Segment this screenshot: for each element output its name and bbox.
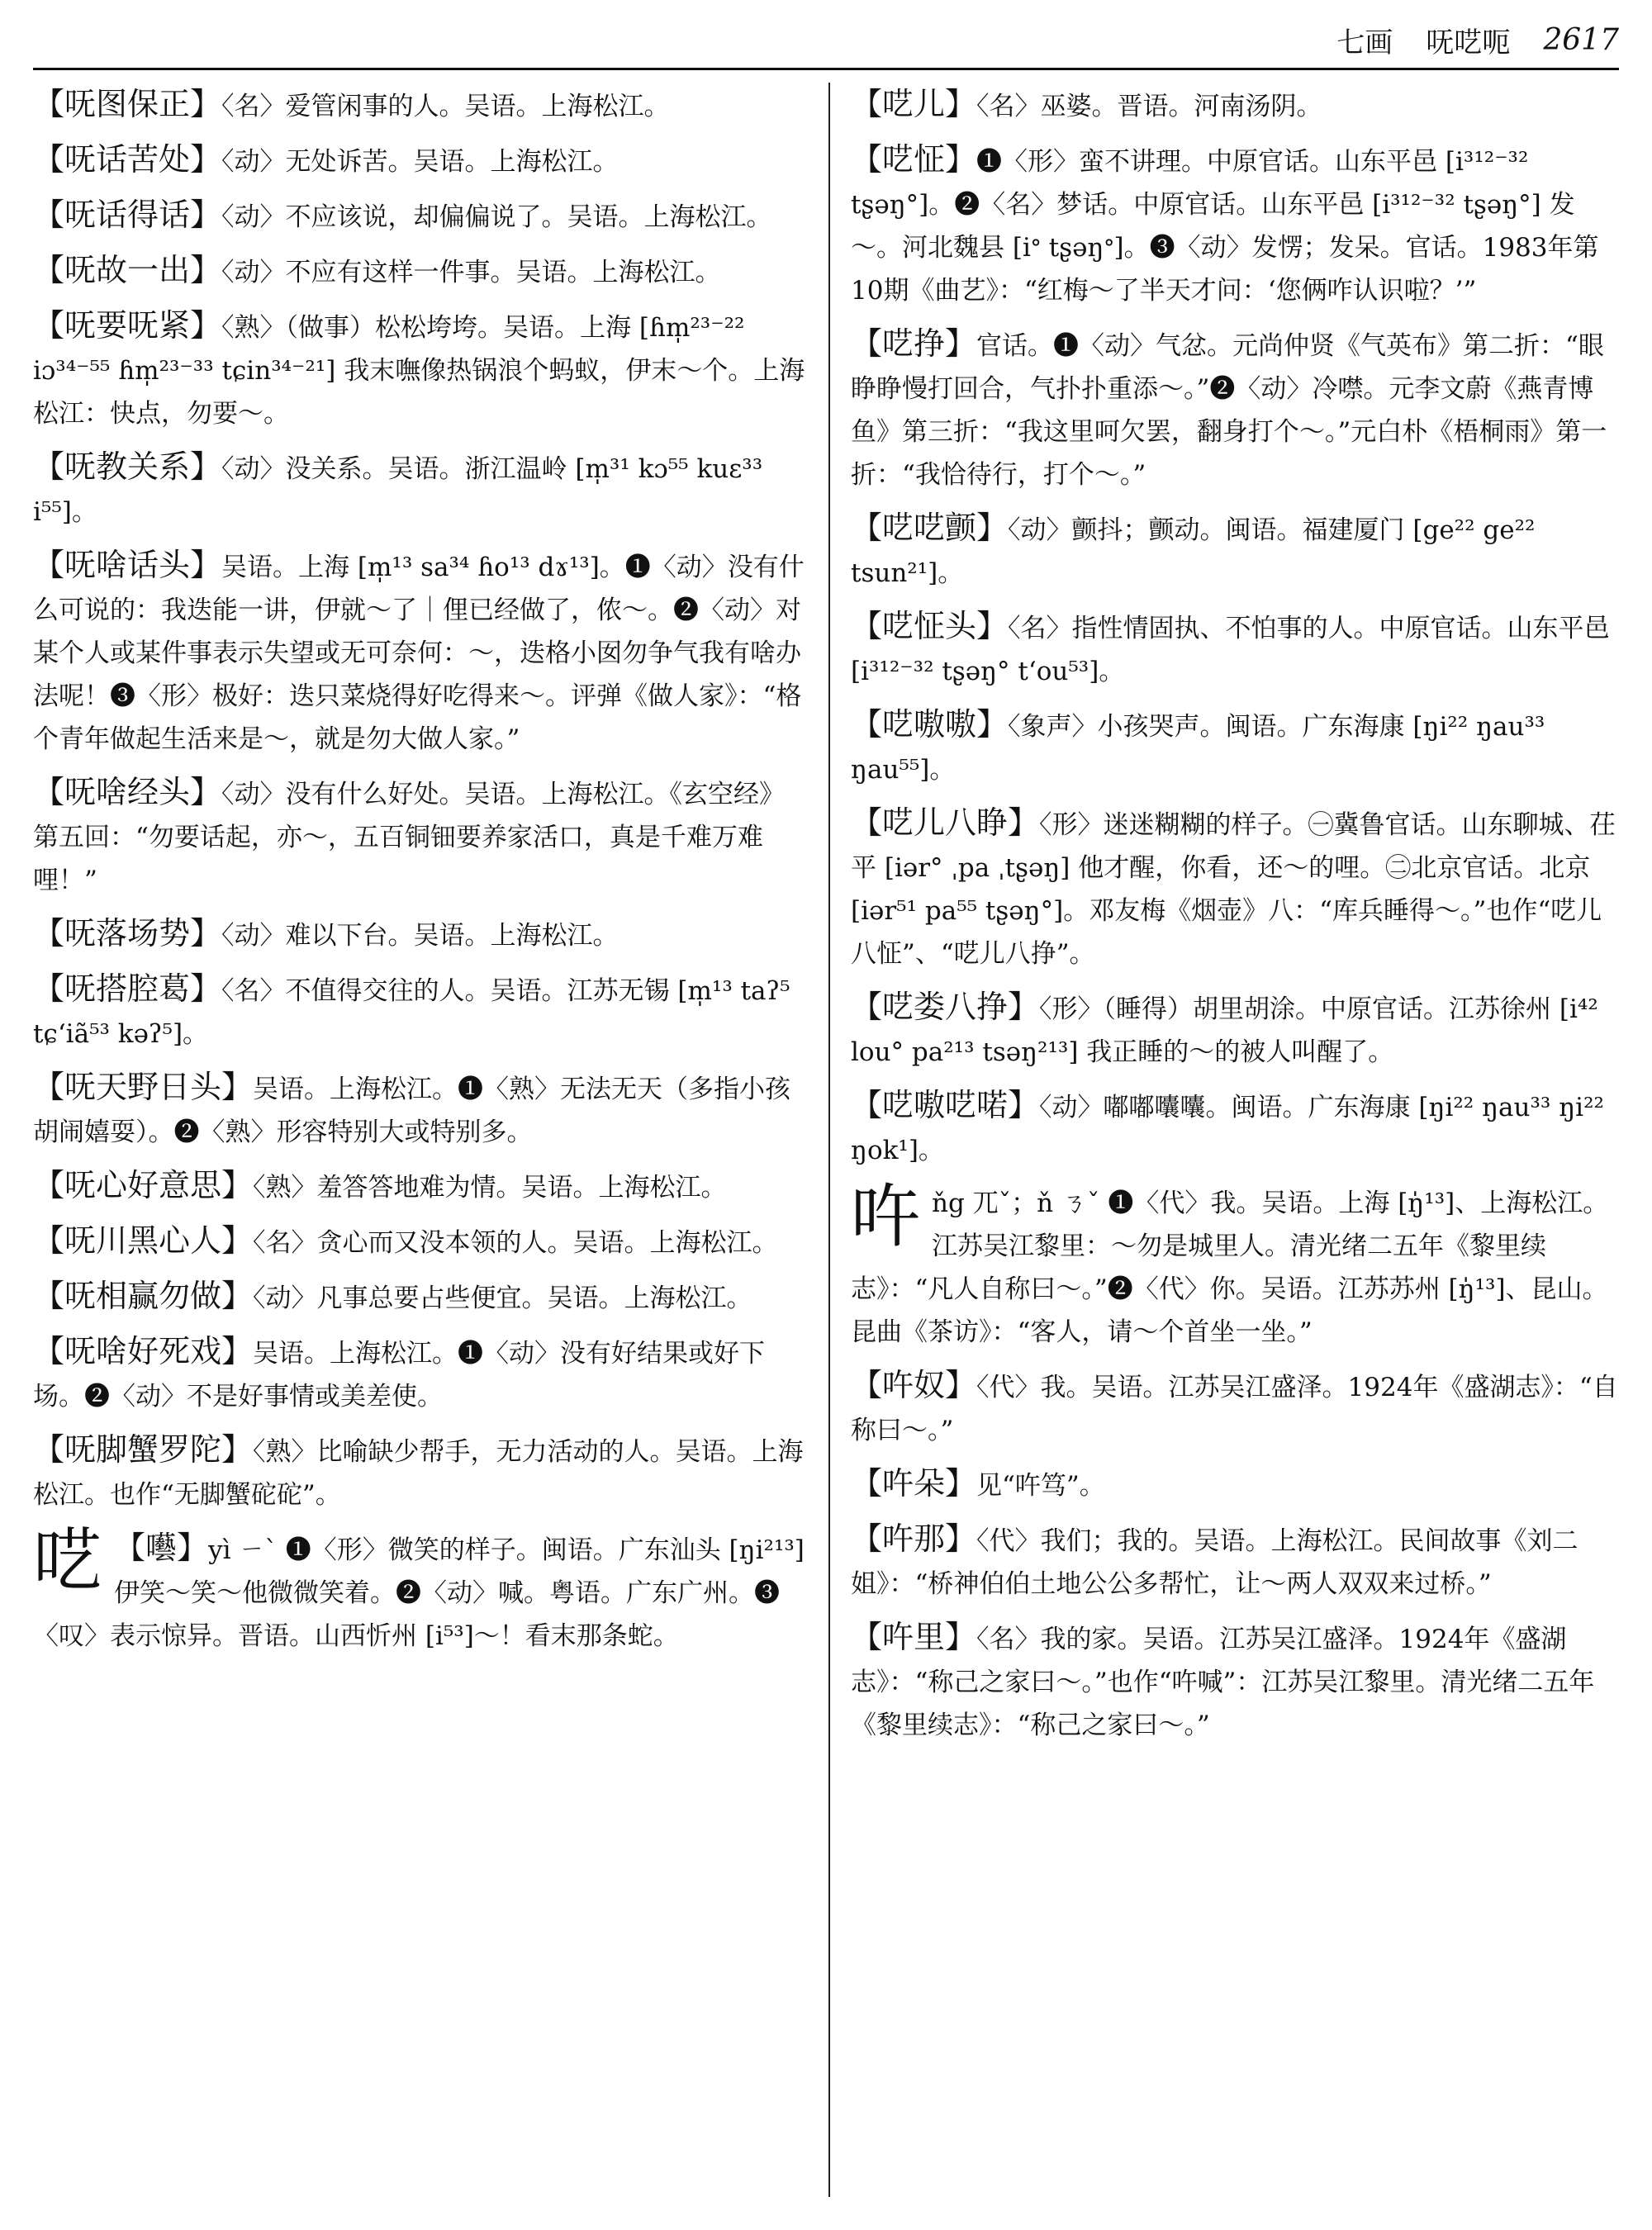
- entry-definition: 〈动〉难以下台。吴语。上海松江。: [221, 921, 619, 951]
- head-character: 吘: [851, 1176, 921, 1257]
- dictionary-entry: [851, 506, 1619, 595]
- entry-definition: 〈名〉巫婆。晋语。河南汤阴。: [976, 92, 1322, 121]
- entry-definition: 〈动〉颤抖；颤动。闽语。福建厦门 [ge²² ge²² tsun²¹]。: [851, 515, 1536, 588]
- dictionary-entry: [33, 771, 809, 902]
- entry-headword: 【 呓怔 】: [851, 141, 976, 178]
- entry-definition: 吴语。上海 [m̩¹³ sa³⁴ ɦo¹³ dɤ¹³]。❶〈动〉没有什么可说的：我迭能一讲，伊就～了｜俚已经做了，侬～。❷〈动〉对某个人或某件事表示失望或无可奈何：～，迭格小囡勿争气我有啥办法呢！❸〈形〉极好：迭只菜烧得好吃得来～。评弹《做人家》：“格个青年做起生活来是～，就是勿大做人家。”: [33, 553, 805, 754]
- entry-definition: 〈代〉我们；我的。吴语。上海松江。民间故事《刘二姐》：“桥神伯伯土地公公多帮忙，让～两人双双来过桥。”: [851, 1526, 1578, 1599]
- dictionary-entry: [851, 1462, 1619, 1507]
- entry-headword: 【 吘奴 】: [851, 1367, 976, 1403]
- entry-definition: 〈名〉贪心而又没本领的人。吴语。上海松江。: [253, 1228, 778, 1258]
- dictionary-entry: [851, 1616, 1619, 1747]
- entry-headword: 【 囈 】: [114, 1530, 208, 1566]
- entry-definition: 〈名〉指性情固执、不怕事的人。中原官话。山东平邑 [i³¹²⁻³² tʂəŋ° tʻou⁵³]。: [851, 614, 1610, 686]
- entry-headword: 【 吘朵 】: [851, 1465, 976, 1502]
- entry-headword: 【 呒要呒紧 】: [33, 307, 221, 344]
- entry-headword: 【 呒故一出 】: [33, 252, 221, 288]
- dictionary-entry: [33, 304, 809, 435]
- entry-headword: 【 吘那 】: [851, 1521, 976, 1557]
- entry-headword: 【 呒川黑心人 】: [33, 1222, 253, 1259]
- entry-headword: 【 呓嗷嗷 】: [851, 706, 1008, 743]
- entry-definition: 〈动〉不应该说，却偏偏说了。吴语。上海松江。: [221, 202, 772, 232]
- dictionary-entry: [851, 703, 1619, 791]
- entry-headword: 【 呓怔头 】: [851, 608, 1008, 644]
- entry-headword: 【 呓娄八挣 】: [851, 989, 1039, 1025]
- dictionary-entry: [33, 1164, 809, 1209]
- entry-headword: 【 呒话苦处 】: [33, 141, 221, 178]
- entry-definition: ňg ㄫˇ；ň ㄋˇ ❶〈代〉我。吴语。上海 [ŋ̍¹³]、上海松江。江苏吴江黎里：～勿是城里人。清光绪二五年《黎里续志》：“凡人自称曰～。”❷〈代〉你。吴语。江苏苏州 [ŋ̍¹³]、昆山。昆曲《茶访》：“客人，请～个首坐一坐。”: [851, 1189, 1609, 1347]
- entry-headword: 【 呒啥经头 】: [33, 774, 221, 810]
- dictionary-entry: [851, 605, 1619, 693]
- entry-headword: 【 呒图保正 】: [33, 86, 221, 122]
- page-header: [33, 15, 1619, 64]
- entry-definition: 吴语。上海松江。❶〈动〉没有好结果或好下场。❷〈动〉不是好事情或美差使。: [33, 1339, 766, 1412]
- entry-definition: 〈形〉迷迷糊糊的样子。㊀冀鲁官话。山东聊城、茌平 [iər° ˌpa ˌtʂəŋ] 他才醒，你看，还～的哩。㊁北京官话。北京 [iər⁵¹ pa⁵⁵ tʂəŋ°]。邓友梅《烟壶》八：“库兵睡得～。”也作“呓儿八怔”、“呓儿八挣”。: [851, 810, 1616, 969]
- dictionary-entry: [33, 1219, 809, 1264]
- dictionary-entry: [33, 1274, 809, 1320]
- dictionary-entry: [33, 967, 809, 1056]
- entry-definition: 〈动〉嘟嘟囔囔。闽语。广东海康 [ŋi²² ŋau³³ ŋi²² ŋok¹]。: [851, 1093, 1604, 1165]
- entry-headword: 【 吘里 】: [851, 1619, 976, 1655]
- entry-definition: 〈名〉不值得交往的人。吴语。江苏无锡 [m̩¹³ taʔ⁵ tɕʻiã⁵³ kəʔ⁵]。: [33, 976, 790, 1049]
- dictionary-entry: [33, 193, 809, 239]
- header-rule: [33, 68, 1619, 70]
- left-column: [33, 83, 809, 2197]
- entry-definition: 〈熟〉羞答答地难为情。吴语。上海松江。: [253, 1173, 727, 1203]
- entry-headword: 【 呒脚蟹罗陀 】: [33, 1431, 253, 1468]
- entry-headword: 【 呒啥话头 】: [33, 547, 221, 583]
- entry-definition: 〈动〉凡事总要占些便宜。吴语。上海松江。: [253, 1283, 752, 1313]
- dictionary-entry: [851, 138, 1619, 312]
- dictionary-entry: [33, 83, 809, 128]
- dictionary-entry: [851, 1517, 1619, 1606]
- entry-definition: 〈动〉无处诉苦。吴语。上海松江。: [221, 147, 619, 177]
- entry-definition: 〈动〉没有什么好处。吴语。上海松江。《玄空经》第五回：“勿要话起，亦～，五百铜钿要养家活口，真是千难万难哩！”: [33, 780, 786, 895]
- entry-definition: 〈动〉不应有这样一件事。吴语。上海松江。: [221, 258, 721, 287]
- head-character: 呓: [33, 1521, 103, 1601]
- entry-definition: 见“吘笃”。: [976, 1471, 1105, 1501]
- entry-definition: 吴语。上海松江。❶〈熟〉无法无天（多指小孩胡闹嬉耍）。❷〈熟〉形容特别大或特别多。: [33, 1075, 791, 1147]
- page-number: 2617: [1543, 22, 1619, 57]
- entry-headword: 【 呒相赢勿做 】: [33, 1278, 253, 1314]
- header-chars: 呒呓呃: [1426, 26, 1511, 59]
- entry-definition: 〈象声〉小孩哭声。闽语。广东海康 [ŋi²² ŋau³³ ŋau⁵⁵]。: [851, 712, 1545, 785]
- dictionary-entry: [851, 83, 1619, 128]
- entry-definition: 〈形〉（睡得）胡里胡涂。中原官话。江苏徐州 [i⁴² lou° pa²¹³ tsəŋ²¹³] 我正睡的～的被人叫醒了。: [851, 994, 1598, 1067]
- right-column: [851, 83, 1619, 2197]
- dictionary-entry: [33, 445, 809, 534]
- entry-headword: 【 呒教关系 】: [33, 448, 221, 485]
- dictionary-entry: [33, 249, 809, 294]
- dictionary-entry: [33, 1330, 809, 1418]
- entry-headword: 【 呓挣 】: [851, 325, 976, 362]
- entry-definition: 〈熟〉比喻缺少帮手，无力活动的人。吴语。上海松江。也作“无脚蟹砣砣”。: [33, 1437, 804, 1510]
- dictionary-entry: [33, 138, 809, 183]
- entry-headword: 【 呒落场势 】: [33, 915, 221, 951]
- entry-definition: ❶〈形〉蛮不讲理。中原官话。山东平邑 [i³¹²⁻³² tʂəŋ°]。❷〈名〉梦话。中原官话。山东平邑 [i³¹²⁻³² tʂəŋ°] 发～。河北魏县 [iᐤ tʂəŋᐤ]。❸〈动〉发愣；发呆。官话。1983年第10期《曲艺》：“红梅～了半天才问：‘您俩咋认识啦？’”: [851, 147, 1599, 306]
- entry-definition: 〈名〉爱管闲事的人。吴语。上海松江。: [221, 92, 670, 121]
- dictionary-entry: [851, 801, 1619, 975]
- head-character-entry: [33, 1521, 809, 1658]
- entry-definition: 〈熟〉（做事）松松垮垮。吴语。上海 [ɦm̩²³⁻²² iɔ³⁴⁻⁵⁵ ɦm̩²³⁻³³ tɕin³⁴⁻²¹] 我末嘸像热锅浪个蚂蚁，伊末～个。上海松江：快点，勿要～。: [33, 313, 805, 429]
- header-section: 七画: [1336, 26, 1393, 59]
- dictionary-entry: [851, 1364, 1619, 1452]
- dictionary-entry: [33, 543, 809, 761]
- entry-definition: 官话。❶〈动〉气忿。元尚仲贤《气英布》第二折：“眼睁睁慢打回合，气扑扑重添～。”❷〈动〉冷噤。元李文蔚《燕青博鱼》第三折：“我这里呵欠罢，翻身打个～。”元白朴《梧桐雨》第一折：“我恰待行，打个～。”: [851, 331, 1607, 490]
- entry-headword: 【 呒话得话 】: [33, 197, 221, 233]
- entry-headword: 【 呒啥好死戏 】: [33, 1333, 253, 1369]
- head-character-entry: [851, 1176, 1619, 1354]
- entry-headword: 【 呒心好意思 】: [33, 1167, 253, 1203]
- dictionary-entry: [851, 1084, 1619, 1172]
- entry-headword: 【 呓嗷呓喏 】: [851, 1087, 1039, 1123]
- entry-headword: 【 呒天野日头 】: [33, 1069, 253, 1105]
- dictionary-entry: [33, 1065, 809, 1154]
- entry-definition: 〈名〉我的家。吴语。江苏吴江盛泽。1924年《盛湖志》：“称己之家曰～。”也作“吘喊”：江苏吴江黎里。清光绪二五年《黎里续志》：“称己之家曰～。”: [851, 1625, 1595, 1740]
- dictionary-entry: [851, 985, 1619, 1074]
- dictionary-entry: [33, 1428, 809, 1516]
- entry-headword: 【 呓儿八睁 】: [851, 804, 1039, 841]
- entry-definition: 〈动〉没关系。吴语。浙江温岭 [m̩³¹ kɔ⁵⁵ kuɛ³³ i⁵⁵]。: [33, 454, 763, 527]
- dictionary-entry: [851, 322, 1619, 496]
- column-divider: [828, 83, 830, 2197]
- dictionary-entry: [33, 912, 809, 957]
- entry-headword: 【 呓儿 】: [851, 86, 976, 122]
- entry-headword: 【 呓呓颤 】: [851, 510, 1008, 546]
- entry-headword: 【 呒搭腔葛 】: [33, 970, 221, 1007]
- entry-definition: 〈代〉我。吴语。江苏吴江盛泽。1924年《盛湖志》：“自称曰～。”: [851, 1373, 1618, 1445]
- entry-definition: yì ㄧˋ ❶〈形〉微笑的样子。闽语。广东汕头 [ŋi²¹³] 伊笑～笑～他微微笑着。❷〈动〉喊。粤语。广东广州。❸〈叹〉表示惊异。晋语。山西忻州 [i⁵³]～！看末那条蛇。: [33, 1535, 805, 1651]
